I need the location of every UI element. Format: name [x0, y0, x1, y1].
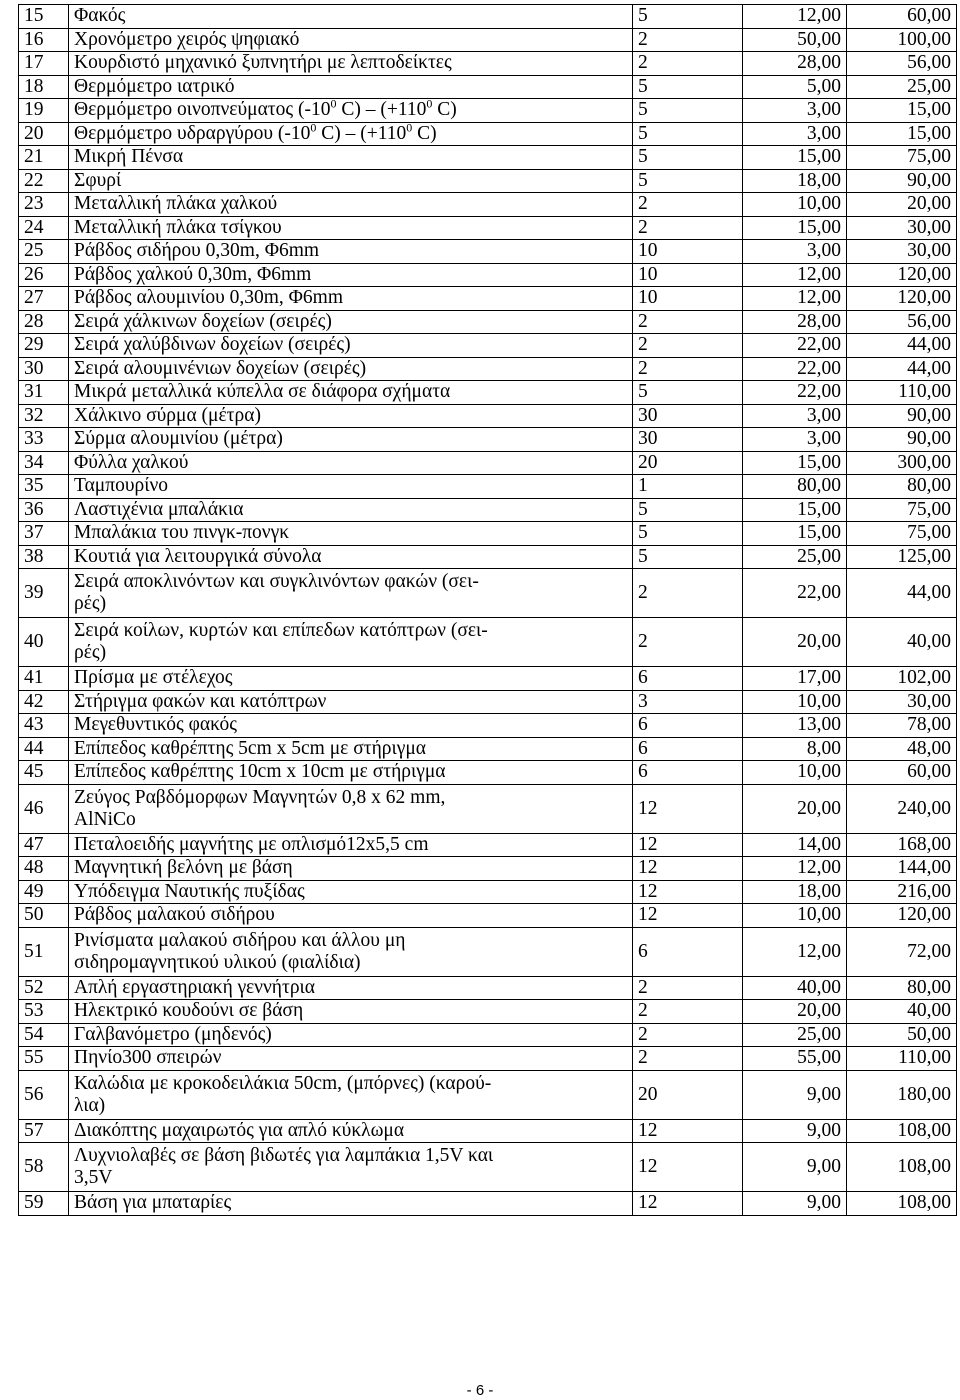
item-unit-price: 28,00	[743, 310, 847, 334]
item-description: Μεταλλική πλάκα χαλκού	[69, 193, 633, 217]
item-total: 120,00	[847, 263, 957, 287]
table-row	[19, 976, 957, 1000]
item-total: 20,00	[847, 193, 957, 217]
table-row	[19, 428, 957, 452]
description-line: Ζεύγος Ραβδόμορφων Μαγνητών 0,8 x 62 mm,	[74, 786, 446, 808]
item-total: 108,00	[847, 1192, 957, 1216]
item-quantity: 2	[633, 976, 743, 1000]
item-quantity: 6	[633, 737, 743, 761]
item-total: 100,00	[847, 28, 957, 52]
item-total: 180,00	[847, 1070, 957, 1119]
item-quantity: 2	[633, 28, 743, 52]
item-number: 46	[19, 784, 69, 833]
item-description: Απλή εργαστηριακή γεννήτρια	[69, 976, 633, 1000]
item-unit-price: 12,00	[743, 5, 847, 29]
item-unit-price: 20,00	[743, 784, 847, 833]
item-number: 40	[19, 618, 69, 667]
description-line: Σειρά κοίλων, κυρτών και επίπεδων κατόπτρων (σει-	[74, 620, 488, 641]
item-number: 30	[19, 357, 69, 381]
item-total: 110,00	[847, 381, 957, 405]
item-total: 120,00	[847, 287, 957, 311]
page-number: - 6 -	[466, 1382, 494, 1399]
table-row	[19, 169, 957, 193]
item-unit-price: 9,00	[743, 1192, 847, 1216]
table-row	[19, 714, 957, 738]
item-quantity: 12	[633, 880, 743, 904]
item-total: 40,00	[847, 618, 957, 667]
item-number: 59	[19, 1192, 69, 1216]
item-description: Σφυρί	[69, 169, 633, 193]
item-number: 43	[19, 714, 69, 738]
table-row	[19, 5, 957, 29]
item-quantity: 5	[633, 498, 743, 522]
item-unit-price: 3,00	[743, 428, 847, 452]
item-description: Λαστιχένια μπαλάκια	[69, 498, 633, 522]
item-quantity: 6	[633, 761, 743, 785]
item-number: 25	[19, 240, 69, 264]
item-number: 58	[19, 1143, 69, 1192]
table-row	[19, 569, 957, 618]
item-unit-price: 9,00	[743, 1119, 847, 1143]
item-unit-price: 10,00	[743, 761, 847, 785]
item-quantity: 12	[633, 1119, 743, 1143]
item-total: 90,00	[847, 428, 957, 452]
item-number: 49	[19, 880, 69, 904]
item-quantity: 20	[633, 1070, 743, 1119]
item-quantity: 12	[633, 857, 743, 881]
table-row	[19, 381, 957, 405]
item-description: Ταμπουρίνο	[69, 475, 633, 499]
item-quantity: 30	[633, 404, 743, 428]
item-quantity: 2	[633, 193, 743, 217]
description-line: Σειρά αποκλινόντων και συγκλινόντων φακών (σει-	[74, 571, 479, 592]
item-unit-price: 13,00	[743, 714, 847, 738]
item-description: Βάση για μπαταρίες	[69, 1192, 633, 1216]
item-number: 27	[19, 287, 69, 311]
item-quantity: 5	[633, 545, 743, 569]
item-total: 75,00	[847, 146, 957, 170]
item-total: 60,00	[847, 5, 957, 29]
item-number: 15	[19, 5, 69, 29]
item-total: 120,00	[847, 904, 957, 928]
item-unit-price: 80,00	[743, 475, 847, 499]
table-row	[19, 240, 957, 264]
table-row	[19, 28, 957, 52]
item-unit-price: 20,00	[743, 618, 847, 667]
item-unit-price: 8,00	[743, 737, 847, 761]
item-description	[69, 784, 633, 833]
item-total: 25,00	[847, 75, 957, 99]
table-row	[19, 193, 957, 217]
item-total: 108,00	[847, 1143, 957, 1192]
item-quantity: 2	[633, 1023, 743, 1047]
item-description	[69, 1143, 633, 1192]
description-line: Ρινίσματα μαλακού σιδήρου και άλλου μη	[74, 929, 406, 951]
item-total: 56,00	[847, 52, 957, 76]
item-number: 21	[19, 146, 69, 170]
item-description: Υπόδειγμα Ναυτικής πυξίδας	[69, 880, 633, 904]
item-quantity: 5	[633, 169, 743, 193]
item-number: 41	[19, 667, 69, 691]
item-unit-price: 10,00	[743, 690, 847, 714]
table-row	[19, 690, 957, 714]
item-unit-price: 50,00	[743, 28, 847, 52]
item-number: 24	[19, 216, 69, 240]
item-number: 51	[19, 927, 69, 976]
item-quantity: 6	[633, 667, 743, 691]
item-total: 78,00	[847, 714, 957, 738]
table-row	[19, 1119, 957, 1143]
item-description	[69, 618, 633, 667]
item-unit-price: 10,00	[743, 193, 847, 217]
item-unit-price: 15,00	[743, 498, 847, 522]
item-unit-price: 22,00	[743, 381, 847, 405]
item-description: Πεταλοειδής μαγνήτης με οπλισμό12x5,5 cm	[69, 833, 633, 857]
item-total: 30,00	[847, 216, 957, 240]
item-number: 53	[19, 1000, 69, 1024]
item-description: Στήριγμα φακών και κατόπτρων	[69, 690, 633, 714]
item-unit-price: 15,00	[743, 522, 847, 546]
table-row	[19, 1070, 957, 1119]
item-quantity: 5	[633, 122, 743, 146]
item-number: 50	[19, 904, 69, 928]
item-unit-price: 12,00	[743, 927, 847, 976]
item-total: 240,00	[847, 784, 957, 833]
item-unit-price: 9,00	[743, 1143, 847, 1192]
item-number: 22	[19, 169, 69, 193]
item-description: Μαγνητική βελόνη με βάση	[69, 857, 633, 881]
item-unit-price: 40,00	[743, 976, 847, 1000]
item-unit-price: 28,00	[743, 52, 847, 76]
item-description	[69, 927, 633, 976]
table-row	[19, 498, 957, 522]
item-total: 90,00	[847, 404, 957, 428]
item-unit-price: 18,00	[743, 880, 847, 904]
item-quantity: 5	[633, 99, 743, 123]
table-row	[19, 334, 957, 358]
item-number: 32	[19, 404, 69, 428]
item-quantity: 2	[633, 618, 743, 667]
item-description: Ηλεκτρικό κουδούνι σε βάση	[69, 1000, 633, 1024]
item-unit-price: 3,00	[743, 404, 847, 428]
item-total: 44,00	[847, 334, 957, 358]
item-description: Κουτιά για λειτουργικά σύνολα	[69, 545, 633, 569]
item-unit-price: 9,00	[743, 1070, 847, 1119]
item-quantity: 5	[633, 75, 743, 99]
table-row	[19, 737, 957, 761]
description-line: 3,5V	[74, 1167, 113, 1188]
description-line: Λυχνιολαβές σε βάση βιδωτές για λαμπάκια 1,5V και	[74, 1145, 494, 1166]
item-total: 80,00	[847, 475, 957, 499]
item-description: Θερμόμετρο υδραργύρου ($-10^0$ $C) - (+110^0$ C)	[69, 122, 633, 146]
item-quantity: 5	[633, 522, 743, 546]
item-quantity: 12	[633, 833, 743, 857]
item-total: 60,00	[847, 761, 957, 785]
item-total: 40,00	[847, 1000, 957, 1024]
item-description: Θερμόμετρο οινοπνεύματος ($-10^0$ $C) - (+110^0$ C)	[69, 99, 633, 123]
item-description: Γαλβανόμετρο (μηδενός)	[69, 1023, 633, 1047]
item-number: 52	[19, 976, 69, 1000]
item-description: Μικρά μεταλλικά κύπελλα σε διάφορα σχήματα	[69, 381, 633, 405]
item-number: 55	[19, 1047, 69, 1071]
item-description: Σειρά αλουμινένιων δοχείων (σειρές)	[69, 357, 633, 381]
item-number: 17	[19, 52, 69, 76]
table-row	[19, 833, 957, 857]
item-description: Χάλκινο σύρμα (μέτρα)	[69, 404, 633, 428]
item-unit-price: 15,00	[743, 146, 847, 170]
item-description: Θερμόμετρο ιατρικό	[69, 75, 633, 99]
item-description: Φύλλα χαλκού	[69, 451, 633, 475]
item-total: 102,00	[847, 667, 957, 691]
table-row	[19, 927, 957, 976]
item-quantity: 10	[633, 287, 743, 311]
item-unit-price: 14,00	[743, 833, 847, 857]
table-row	[19, 1192, 957, 1216]
item-number: 45	[19, 761, 69, 785]
item-number: 34	[19, 451, 69, 475]
item-total: 75,00	[847, 522, 957, 546]
item-description: Μεταλλική πλάκα τσίγκου	[69, 216, 633, 240]
table-body	[19, 5, 957, 1216]
item-total: 80,00	[847, 976, 957, 1000]
item-number: 18	[19, 75, 69, 99]
item-unit-price: 25,00	[743, 1023, 847, 1047]
item-description: Μεγεθυντικός φακός	[69, 714, 633, 738]
item-quantity: 2	[633, 1047, 743, 1071]
item-total: 144,00	[847, 857, 957, 881]
table-row	[19, 761, 957, 785]
table-row	[19, 451, 957, 475]
item-quantity: 2	[633, 569, 743, 618]
item-total: 56,00	[847, 310, 957, 334]
table-row	[19, 880, 957, 904]
item-description: Φακός	[69, 5, 633, 29]
item-description: Σειρά χάλκινων δοχείων (σειρές)	[69, 310, 633, 334]
table-row	[19, 904, 957, 928]
item-total: 90,00	[847, 169, 957, 193]
item-quantity: 2	[633, 52, 743, 76]
table-row	[19, 216, 957, 240]
item-number: 44	[19, 737, 69, 761]
table-row	[19, 545, 957, 569]
item-total: 108,00	[847, 1119, 957, 1143]
item-quantity: 2	[633, 1000, 743, 1024]
item-unit-price: 25,00	[743, 545, 847, 569]
item-number: 54	[19, 1023, 69, 1047]
item-number: 42	[19, 690, 69, 714]
item-total: 75,00	[847, 498, 957, 522]
item-total: 30,00	[847, 240, 957, 264]
table-row	[19, 122, 957, 146]
item-quantity: 20	[633, 451, 743, 475]
table-row	[19, 1000, 957, 1024]
item-number: 23	[19, 193, 69, 217]
item-unit-price: 12,00	[743, 287, 847, 311]
item-total: 300,00	[847, 451, 957, 475]
item-unit-price: 22,00	[743, 569, 847, 618]
item-number: 37	[19, 522, 69, 546]
item-quantity: 12	[633, 784, 743, 833]
item-quantity: 2	[633, 357, 743, 381]
item-quantity: 10	[633, 263, 743, 287]
table-row	[19, 475, 957, 499]
item-quantity: 2	[633, 334, 743, 358]
table-row	[19, 75, 957, 99]
item-number: 39	[19, 569, 69, 618]
item-unit-price: 3,00	[743, 240, 847, 264]
table-row	[19, 99, 957, 123]
item-total: 168,00	[847, 833, 957, 857]
item-unit-price: 12,00	[743, 857, 847, 881]
item-number: 31	[19, 381, 69, 405]
table-row	[19, 1047, 957, 1071]
item-quantity: 3	[633, 690, 743, 714]
item-quantity: 6	[633, 714, 743, 738]
item-description: Πηνίο300 σπειρών	[69, 1047, 633, 1071]
item-total: 44,00	[847, 357, 957, 381]
item-number: 48	[19, 857, 69, 881]
item-description: Σειρά χαλύβδινων δοχείων (σειρές)	[69, 334, 633, 358]
item-quantity: 2	[633, 310, 743, 334]
item-unit-price: 18,00	[743, 169, 847, 193]
description-line: σιδηρομαγνητικού υλικού (φιαλίδια)	[74, 951, 361, 973]
item-description: Διακόπτης μαχαιρωτός για απλό κύκλωμα	[69, 1119, 633, 1143]
item-number: 19	[19, 99, 69, 123]
item-number: 16	[19, 28, 69, 52]
item-description	[69, 569, 633, 618]
item-total: 15,00	[847, 122, 957, 146]
item-number: 26	[19, 263, 69, 287]
item-number: 35	[19, 475, 69, 499]
item-description: Επίπεδος καθρέπτης 10cm x 10cm με στήριγμα	[69, 761, 633, 785]
item-number: 38	[19, 545, 69, 569]
table-row	[19, 1023, 957, 1047]
item-total: 125,00	[847, 545, 957, 569]
table-row	[19, 618, 957, 667]
table-row	[19, 522, 957, 546]
item-quantity: 2	[633, 216, 743, 240]
item-total: 44,00	[847, 569, 957, 618]
item-quantity: 6	[633, 927, 743, 976]
table-row	[19, 52, 957, 76]
item-quantity: 10	[633, 240, 743, 264]
table-row	[19, 146, 957, 170]
item-total: 110,00	[847, 1047, 957, 1071]
description-line: Καλώδια με κροκοδειλάκια 50cm, (μπόρνες) (καρού-	[74, 1072, 492, 1094]
item-unit-price: 55,00	[743, 1047, 847, 1071]
item-unit-price: 10,00	[743, 904, 847, 928]
item-total: 48,00	[847, 737, 957, 761]
equipment-table	[18, 4, 957, 1216]
item-total: 72,00	[847, 927, 957, 976]
item-unit-price: 12,00	[743, 263, 847, 287]
item-description	[69, 1070, 633, 1119]
item-number: 36	[19, 498, 69, 522]
table-row	[19, 404, 957, 428]
item-number: 29	[19, 334, 69, 358]
item-quantity: 12	[633, 1143, 743, 1192]
item-description: Ράβδος μαλακού σιδήρου	[69, 904, 633, 928]
item-description: Μπαλάκια του πινγκ-πονγκ	[69, 522, 633, 546]
table-row	[19, 667, 957, 691]
item-description: Χρονόμετρο χειρός ψηφιακό	[69, 28, 633, 52]
item-unit-price: 15,00	[743, 216, 847, 240]
description-line: λια)	[74, 1094, 106, 1116]
item-quantity: 5	[633, 381, 743, 405]
table-row	[19, 263, 957, 287]
item-description: Κουρδιστό μηχανικό ξυπνητήρι με λεπτοδείκτες	[69, 52, 633, 76]
item-unit-price: 15,00	[743, 451, 847, 475]
item-total: 50,00	[847, 1023, 957, 1047]
item-description: Ράβδος αλουμινίου 0,30m, Φ6mm	[69, 287, 633, 311]
item-total: 15,00	[847, 99, 957, 123]
item-unit-price: 22,00	[743, 334, 847, 358]
item-description: Σύρμα αλουμινίου (μέτρα)	[69, 428, 633, 452]
item-description: Πρίσμα με στέλεχος	[69, 667, 633, 691]
item-number: 57	[19, 1119, 69, 1143]
item-description: Επίπεδος καθρέπτης 5cm x 5cm με στήριγμα	[69, 737, 633, 761]
description-line: ρές)	[74, 593, 107, 614]
table-row	[19, 1143, 957, 1192]
table-row	[19, 310, 957, 334]
item-quantity: 12	[633, 1192, 743, 1216]
item-description: Ράβδος σιδήρου 0,30m, Φ6mm	[69, 240, 633, 264]
item-number: 56	[19, 1070, 69, 1119]
item-unit-price: 3,00	[743, 122, 847, 146]
item-number: 28	[19, 310, 69, 334]
item-total: 30,00	[847, 690, 957, 714]
item-number: 33	[19, 428, 69, 452]
item-description: Ράβδος χαλκού 0,30m, Φ6mm	[69, 263, 633, 287]
item-quantity: 30	[633, 428, 743, 452]
item-description: Μικρή Πένσα	[69, 146, 633, 170]
item-quantity: 5	[633, 5, 743, 29]
item-quantity: 12	[633, 904, 743, 928]
table-row	[19, 287, 957, 311]
table-row	[19, 784, 957, 833]
item-unit-price: 22,00	[743, 357, 847, 381]
description-line: AlNiCo	[74, 808, 136, 830]
item-number: 47	[19, 833, 69, 857]
table-row	[19, 357, 957, 381]
item-number: 20	[19, 122, 69, 146]
item-unit-price: 3,00	[743, 99, 847, 123]
item-unit-price: 17,00	[743, 667, 847, 691]
item-quantity: 1	[633, 475, 743, 499]
description-line: ρές)	[74, 642, 107, 663]
item-unit-price: 5,00	[743, 75, 847, 99]
item-quantity: 5	[633, 146, 743, 170]
item-unit-price: 20,00	[743, 1000, 847, 1024]
table-row	[19, 857, 957, 881]
item-total: 216,00	[847, 880, 957, 904]
